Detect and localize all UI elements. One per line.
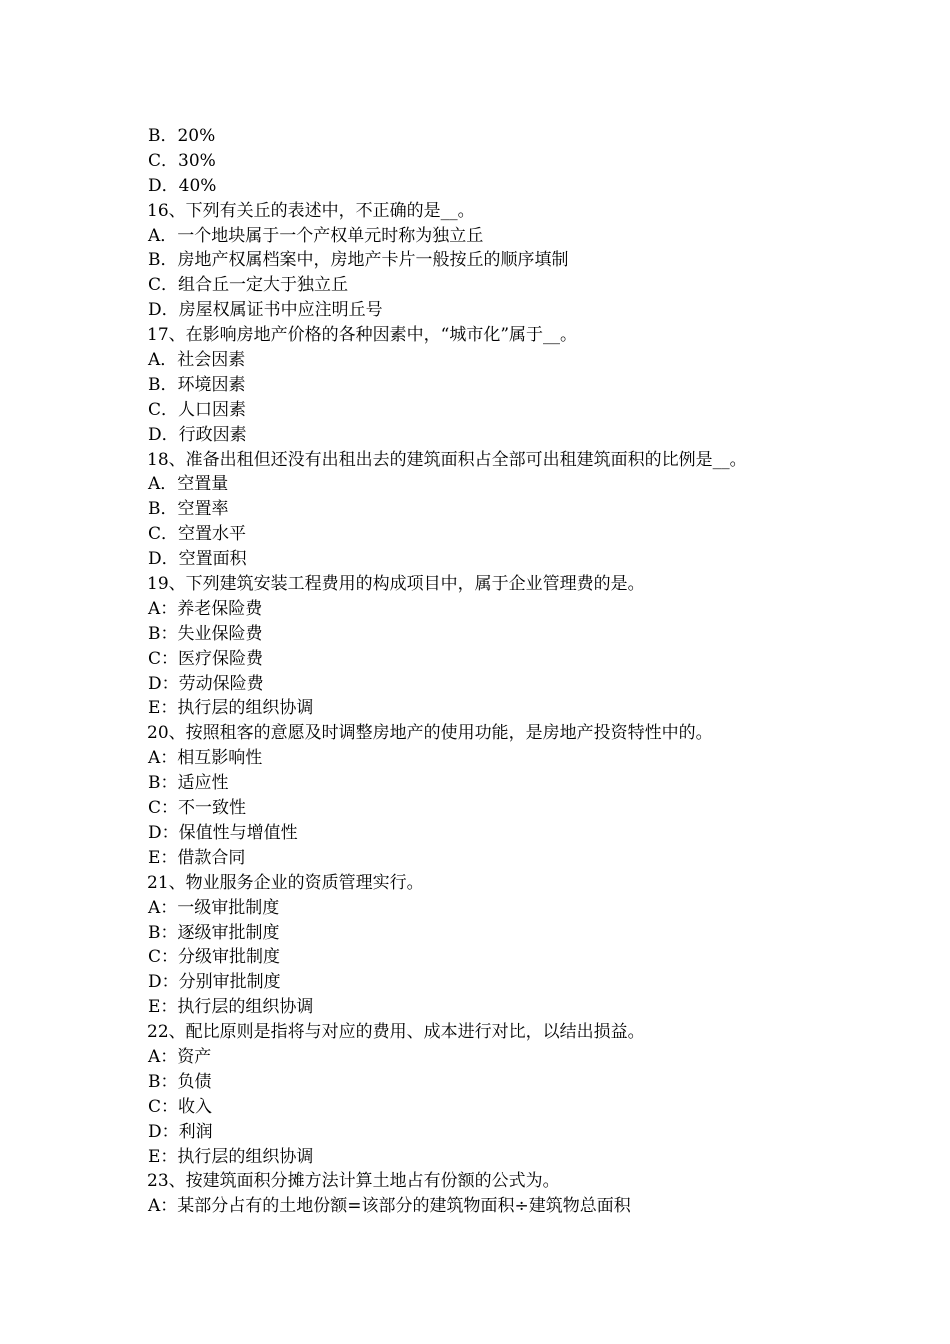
answer-option: E：执行层的组织协调	[148, 997, 314, 1018]
answer-option: A：相互影响性	[148, 748, 263, 769]
answer-option: D．空置面积	[148, 549, 247, 570]
answer-option: B：适应性	[148, 773, 229, 794]
question-text: 16、下列有关丘的表述中，不正确的是__。	[147, 200, 475, 221]
answer-option: B．20%	[148, 126, 216, 146]
answer-option: A．社会因素	[148, 350, 246, 371]
answer-option: E：借款合同	[148, 847, 246, 868]
answer-option: D：保值性与增值性	[148, 822, 298, 843]
answer-option: C．组合丘一定大于独立丘	[148, 275, 349, 296]
answer-option: D．40%	[148, 175, 217, 196]
answer-option: D．行政因素	[148, 424, 247, 445]
answer-option: E：执行层的组织协调	[148, 1146, 314, 1167]
answer-option: E：执行层的组织协调	[148, 698, 314, 719]
question-text: 20、按照租客的意愿及时调整房地产的使用功能，是房地产投资特性中的。	[147, 723, 713, 744]
answer-option: B：失业保险费	[148, 623, 263, 644]
answer-option: A：资产	[148, 1046, 212, 1067]
answer-option: B：逐级审批制度	[148, 922, 280, 943]
question-text: 18、准备出租但还没有出租出去的建筑面积占全部可出租建筑面积的比例是__。	[147, 449, 747, 470]
question-text: 22、配比原则是指将与对应的费用、成本进行对比，以结出损益。	[147, 1022, 645, 1043]
answer-option: C：不一致性	[148, 798, 247, 819]
answer-option: C．空置水平	[148, 524, 247, 545]
answer-option: B．房地产权属档案中，房地产卡片一般按丘的顺序填制	[148, 250, 569, 271]
answer-option: B：负债	[148, 1071, 212, 1092]
answer-option: D：分别审批制度	[148, 972, 281, 993]
answer-option: C：医疗保险费	[148, 648, 264, 669]
answer-option: D：劳动保险费	[148, 673, 264, 694]
answer-option: A．空置量	[148, 474, 229, 495]
question-text: 21、物业服务企业的资质管理实行。	[147, 872, 424, 893]
answer-option: B．空置率	[148, 499, 229, 520]
answer-option: D．房屋权属证书中应注明丘号	[148, 300, 383, 321]
answer-option: C．30%	[148, 150, 216, 171]
answer-option: D：利润	[148, 1121, 213, 1142]
document-body	[147, 124, 867, 1219]
question-text: 17、在影响房地产价格的各种因素中，“城市化”属于__。	[147, 325, 578, 346]
question-text: 19、下列建筑安装工程费用的构成项目中，属于企业管理费的是。	[147, 574, 645, 595]
answer-option: C：收入	[148, 1096, 213, 1117]
answer-option: A：养老保险费	[148, 598, 263, 619]
answer-option: A．一个地块属于一个产权单元时称为独立丘	[148, 225, 484, 246]
answer-option: A：一级审批制度	[148, 897, 280, 918]
answer-option: C．人口因素	[148, 399, 247, 420]
answer-option: C：分级审批制度	[148, 947, 281, 968]
question-text: 23、按建筑面积分摊方法计算土地占有份额的公式为。	[147, 1171, 560, 1192]
answer-option: A：某部分占有的土地份额=该部分的建筑物面积÷建筑物总面积	[148, 1196, 631, 1217]
answer-option: B．环境因素	[148, 374, 246, 395]
